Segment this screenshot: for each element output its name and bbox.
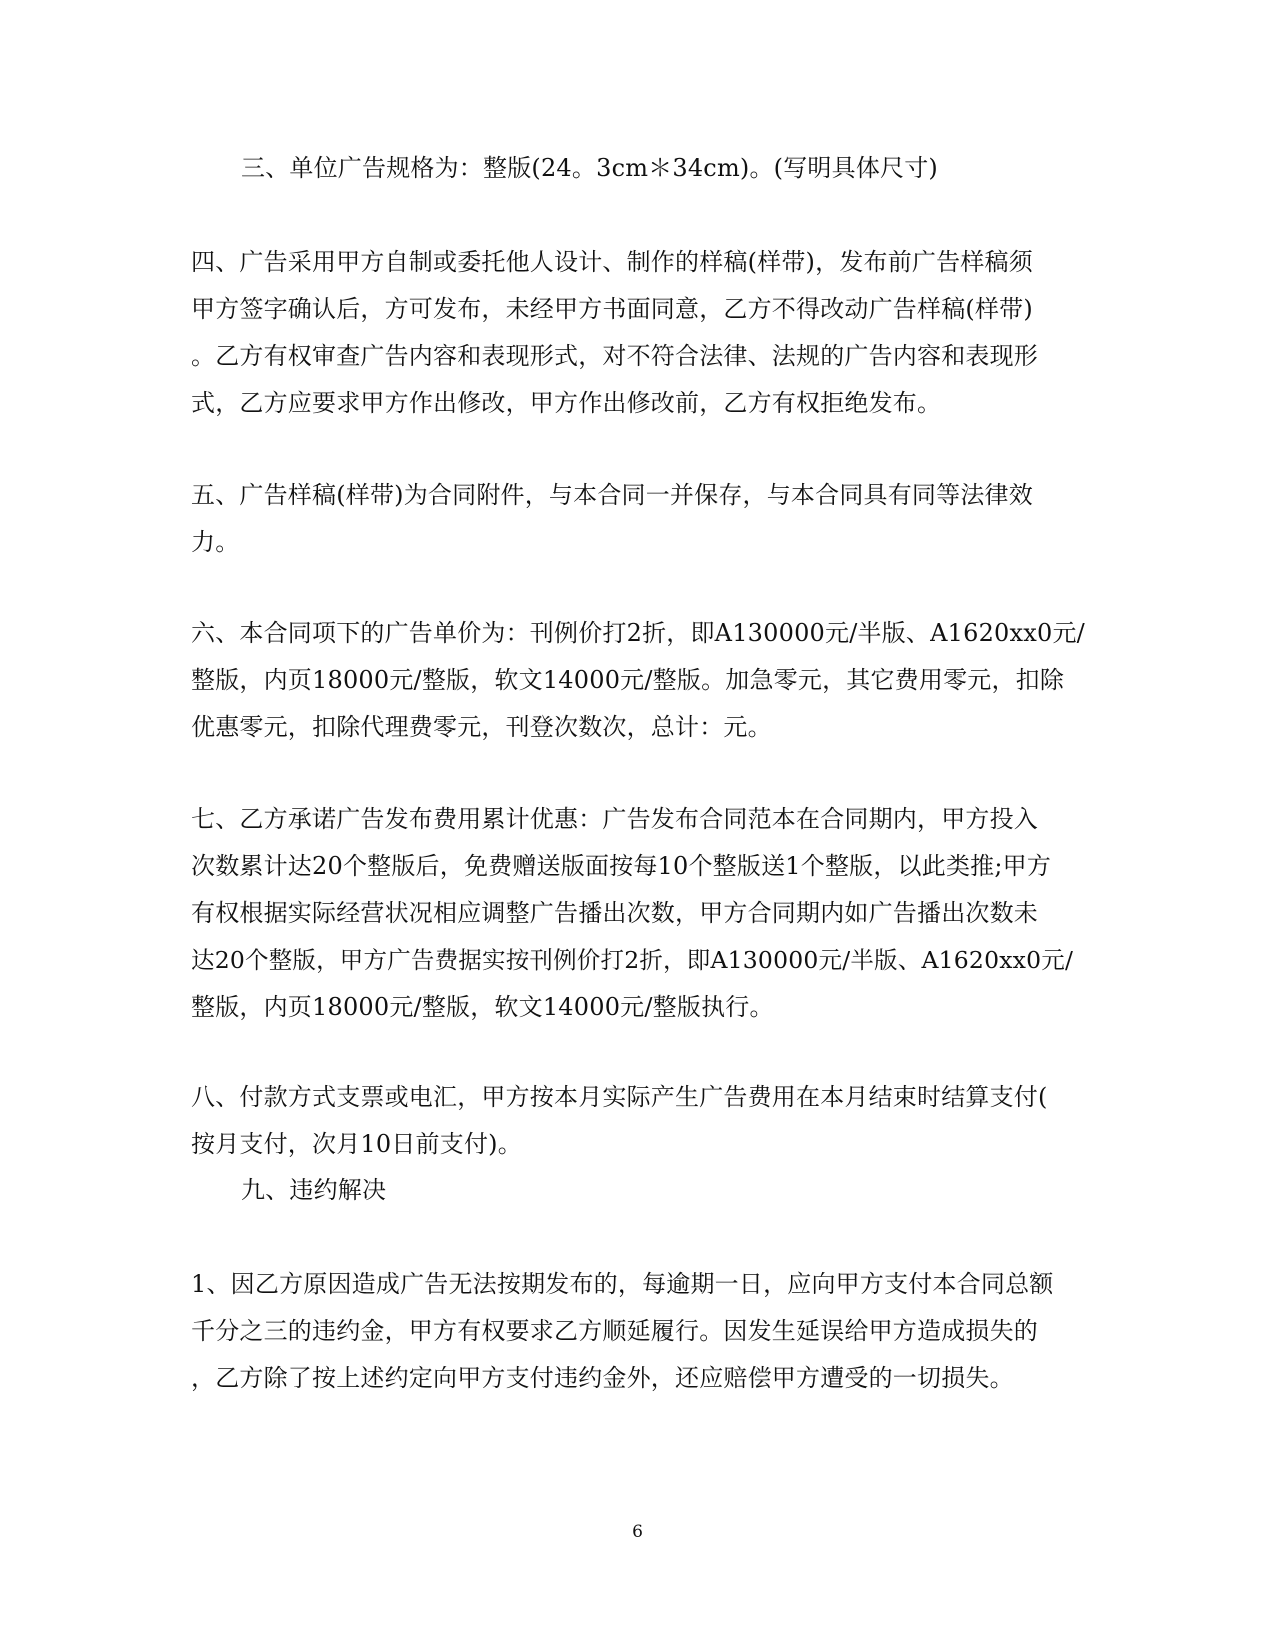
clause-9-1-line-2: 千分之三的违约金，甲方有权要求乙方顺延履行。因发生延误给甲方造成损失的 [191,1317,1038,1345]
clause-6-line-2: 整版，内页18000元/整版，软文14000元/整版。加急零元，其它费用零元，扣除 [191,666,1065,694]
clause-4-line-4: 式，乙方应要求甲方作出修改，甲方作出修改前，乙方有权拒绝发布。 [191,389,942,417]
clause-3-line-1: 三、单位广告规格为：整版(24。3cm＊34cm)。(写明具体尺寸) [241,154,938,182]
clause-4-line-1: 四、广告采用甲方自制或委托他人设计、制作的样稿(样带)，发布前广告样稿须 [191,248,1033,276]
clause-7-line-3: 有权根据实际经营状况相应调整广告播出次数，甲方合同期内如广告播出次数未 [191,899,1038,927]
clause-7-line-5: 整版，内页18000元/整版，软文14000元/整版执行。 [191,993,774,1021]
clause-7-line-4: 达20个整版，甲方广告费据实按刊例价打2折，即A130000元/半版、A1620xx0元/ [191,946,1074,974]
clause-5-line-1: 五、广告样稿(样带)为合同附件，与本合同一并保存，与本合同具有同等法律效 [191,481,1033,509]
clause-9-1-line-3: ，乙方除了按上述约定向甲方支付违约金外，还应赔偿甲方遭受的一切损失。 [191,1364,1014,1392]
clause-6-line-1: 六、本合同项下的广告单价为：刊例价打2折，即A130000元/半版、A1620xx0元/ [191,619,1085,647]
section-9-heading: 九、违约解决 [241,1176,387,1204]
clause-8-line-1: 八、付款方式支票或电汇，甲方按本月实际产生广告费用在本月结束时结算支付( [191,1083,1048,1111]
clause-5-line-2: 力。 [191,528,240,556]
clause-7-line-2: 次数累计达20个整版后，免费赠送版面按每10个整版送1个整版，以此类推;甲方 [191,852,1052,880]
clause-4-line-2: 甲方签字确认后，方可发布，未经甲方书面同意，乙方不得改动广告样稿(样带) [191,295,1033,323]
clause-9-1-line-1: 1、因乙方原因造成广告无法按期发布的，每逾期一日，应向甲方支付本合同总额 [191,1270,1054,1298]
clause-8-line-2: 按月支付，次月10日前支付)。 [191,1130,522,1158]
clause-6-line-3: 优惠零元，扣除代理费零元，刊登次数次，总计：元。 [191,713,772,741]
clause-7-line-1: 七、乙方承诺广告发布费用累计优惠：广告发布合同范本在合同期内，甲方投入 [191,805,1038,833]
page-number: 6 [632,1522,643,1542]
clause-4-line-3: 。乙方有权审查广告内容和表现形式，对不符合法律、法规的广告内容和表现形 [191,342,1038,370]
